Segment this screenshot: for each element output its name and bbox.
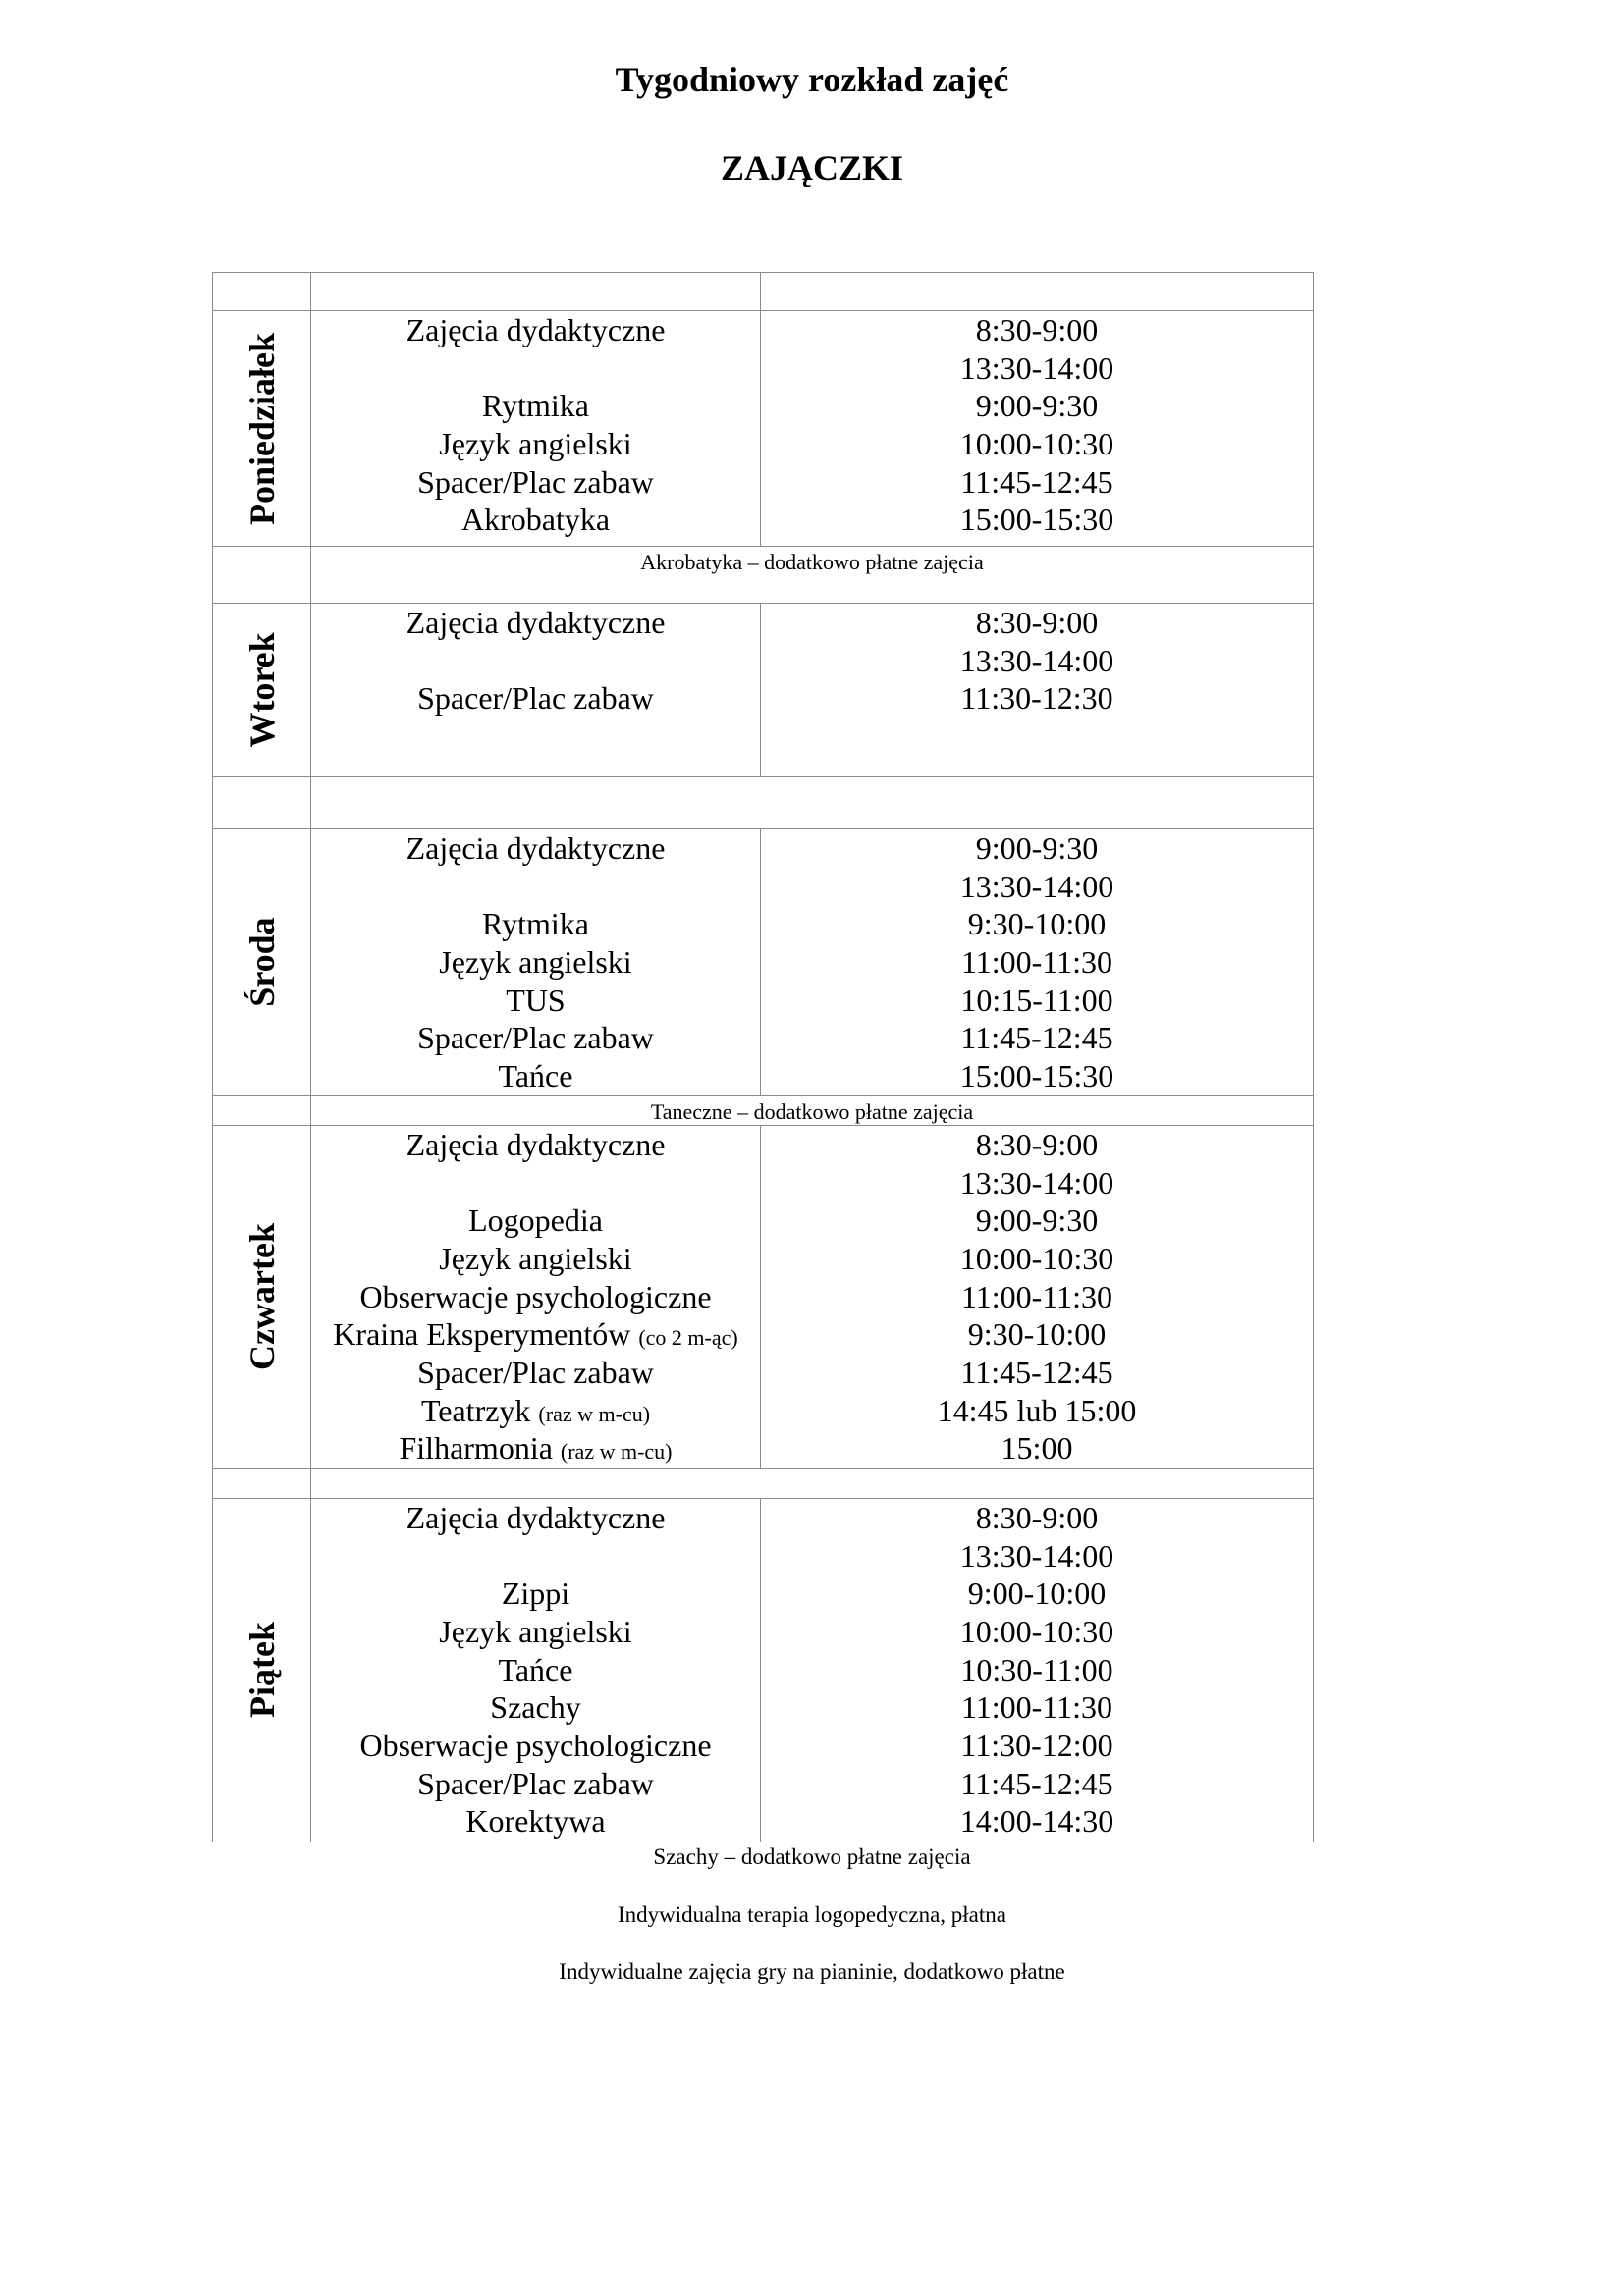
time-slot: 13:30-14:00 [959,868,1114,904]
activity-name: Język angielski [439,944,632,981]
note-row-thursday [213,1468,1314,1498]
activity-name: Tańce [498,1651,573,1687]
time-slot: 11:45-12:45 [960,1354,1113,1390]
time-slot: 9:00-9:30 [975,1202,1099,1239]
time-slot: 10:15-11:00 [960,982,1113,1018]
note-monday: Akrobatyka – dodatkowo płatne zajęcia [311,547,1314,604]
time-slot: 9:00-10:00 [967,1575,1107,1612]
activity-name: Rytmika [482,388,589,424]
activity-line [311,463,760,502]
note-spacer-monday [213,547,311,604]
day-row-tuesday [213,604,1314,777]
activities-tuesday [311,604,761,777]
day-cell-thursday [213,1125,311,1468]
time-slot: 11:00-11:30 [960,1278,1113,1314]
time-slot: 11:30-12:30 [960,680,1113,717]
activity-name: Korektywa [465,1803,606,1840]
activity-line [311,1164,760,1202]
time-slot: 11:30-12:00 [960,1727,1113,1763]
activity-line [311,1240,760,1278]
activity-name: Logopedia [468,1202,603,1239]
header-cell-activity [311,273,761,311]
time-slot: 14:00-14:30 [959,1803,1114,1840]
note-spacer-tuesday [213,777,311,829]
times-thursday [761,1125,1314,1468]
time-slot: 10:30-11:00 [960,1651,1113,1687]
note-row-tuesday [213,777,1314,829]
activities-monday [311,311,761,547]
activity-line [311,1392,760,1430]
activity-name: Zajęcia dydaktyczne [406,605,666,640]
activity-name: Język angielski [439,1613,632,1649]
note-row-monday [213,547,1314,604]
activity-name: Zajęcia dydaktyczne [406,830,666,866]
activity-name: Język angielski [439,1240,632,1276]
activity-line [311,1765,760,1803]
day-label-wednesday: Środa [242,917,282,1008]
activity-line [311,1499,760,1537]
activity-line [311,1315,760,1354]
times-monday [761,311,1314,547]
time-slot: 11:45-12:45 [960,1765,1113,1801]
activity-name: Obserwacje psychologiczne [359,1278,712,1314]
document-title: Tygodniowy rozkład zajęć [615,60,1009,99]
activity-line [311,1354,760,1392]
time-slot: 14:45 lub 15:00 [937,1392,1137,1428]
header-cell-time [761,273,1314,311]
day-cell-friday [213,1498,311,1842]
activity-name: Spacer/Plac zabaw [417,1020,654,1056]
activity-name: Zippi [501,1575,570,1612]
day-row-monday [213,311,1314,547]
day-row-friday [213,1498,1314,1842]
activities-thursday [311,1125,761,1468]
time-slot: 10:00-10:30 [959,1613,1114,1649]
time-slot: 11:45-12:45 [960,463,1113,500]
activity-line [311,982,760,1020]
header-cell-day [213,273,311,311]
activity-line [311,1802,760,1841]
activity-line [311,829,760,868]
footer-note: Indywidualne zajęcia gry na pianinie, dodatkowo płatne [559,1959,1065,1984]
time-slot: 15:00-15:30 [959,502,1114,538]
activity-line [311,425,760,463]
activity-line [311,1537,760,1575]
activity-line [311,905,760,943]
time-slot: 9:00-9:30 [975,830,1099,866]
activity-line [311,1575,760,1613]
day-label-monday: Poniedziałek [242,332,282,525]
time-slot: 8:30-9:00 [975,1499,1099,1535]
activity-name: Spacer/Plac zabaw [417,1354,654,1390]
note-thursday [311,1468,1314,1498]
time-slot: 9:30-10:00 [967,1316,1107,1353]
activity-name: Spacer/Plac zabaw [417,680,654,717]
time-slot: 8:30-9:00 [975,1126,1099,1162]
time-slot: 11:45-12:45 [960,1020,1113,1056]
times-friday [761,1498,1314,1842]
activity-name: Zajęcia dydaktyczne [406,312,666,347]
time-slot: 9:30-10:00 [967,906,1107,942]
footer-note: Indywidualna terapia logopedyczna, płatna [618,1902,1006,1927]
activity-name: TUS [506,982,566,1018]
activity-name: Język angielski [439,426,632,462]
activity-line [311,943,760,982]
activity-line [311,1278,760,1316]
time-slot: 11:00-11:30 [960,944,1113,981]
activity-name: Tańce [498,1058,573,1095]
day-label-tuesday: Wtorek [242,632,282,748]
group-name: ZAJĄCZKI [720,148,904,187]
time-slot: 15:00-15:30 [959,1058,1114,1095]
time-slot: 10:00-10:30 [959,426,1114,462]
activity-frequency-note: (co 2 m-ąc) [638,1325,738,1351]
day-row-wednesday [213,829,1314,1096]
activity-line [311,1019,760,1057]
activity-line [311,1057,760,1095]
activity-name: Szachy [490,1689,581,1726]
activity-name: Zajęcia dydaktyczne [406,1126,666,1162]
activity-frequency-note: (raz w m-cu) [560,1439,673,1465]
time-slot: 15:00 [1001,1430,1073,1467]
activity-line [311,1688,760,1727]
header-row [213,273,1314,311]
day-label-friday: Piątek [242,1622,282,1719]
day-cell-monday [213,311,311,547]
activity-name: Filharmonia [399,1430,553,1467]
day-row-thursday [213,1125,1314,1468]
activity-line [311,604,760,642]
note-row-wednesday [213,1095,1314,1125]
activity-line [311,387,760,425]
time-slot: 8:30-9:00 [975,312,1099,347]
activity-line [311,311,760,349]
activity-line [311,1613,760,1651]
time-slot: 11:00-11:30 [960,1689,1113,1726]
note-spacer-thursday [213,1468,311,1498]
time-slot: 10:00-10:30 [959,1240,1114,1276]
time-slot: 13:30-14:00 [959,1537,1114,1574]
activity-line [311,1429,760,1468]
note-spacer-wednesday [213,1095,311,1125]
activity-line [311,501,760,539]
activity-name: Zajęcia dydaktyczne [406,1499,666,1535]
activity-name: Spacer/Plac zabaw [417,463,654,500]
times-tuesday [761,604,1314,777]
activity-line [311,679,760,718]
note-wednesday: Taneczne – dodatkowo płatne zajęcia [311,1095,1314,1125]
day-cell-tuesday [213,604,311,777]
activity-name: Rytmika [482,906,589,942]
activity-line [311,349,760,388]
schedule-table [212,272,1314,1842]
activity-name: Spacer/Plac zabaw [417,1765,654,1801]
activity-line [311,1126,760,1164]
note-tuesday [311,777,1314,829]
activity-frequency-note: (raz w m-cu) [538,1401,651,1426]
activities-wednesday [311,829,761,1096]
times-wednesday [761,829,1314,1096]
time-slot: 13:30-14:00 [959,642,1114,678]
activity-name: Teatrzyk [420,1392,531,1428]
time-slot: 13:30-14:00 [959,1164,1114,1201]
activity-line [311,1201,760,1240]
day-label-thursday: Czwartek [242,1223,282,1371]
activity-line [311,1651,760,1689]
time-slot: 13:30-14:00 [959,349,1114,386]
day-cell-wednesday [213,829,311,1096]
activity-line [311,1727,760,1765]
activities-friday [311,1498,761,1842]
footer-note: Szachy – dodatkowo płatne zajęcia [653,1844,971,1869]
time-slot: 8:30-9:00 [975,605,1099,640]
activity-name: Kraina Eksperymentów [333,1316,631,1353]
activity-name: Obserwacje psychologiczne [359,1727,712,1763]
time-slot: 9:00-9:30 [975,388,1099,424]
activity-line [311,868,760,906]
activity-name: Akrobatyka [460,502,611,538]
activity-line [311,642,760,680]
